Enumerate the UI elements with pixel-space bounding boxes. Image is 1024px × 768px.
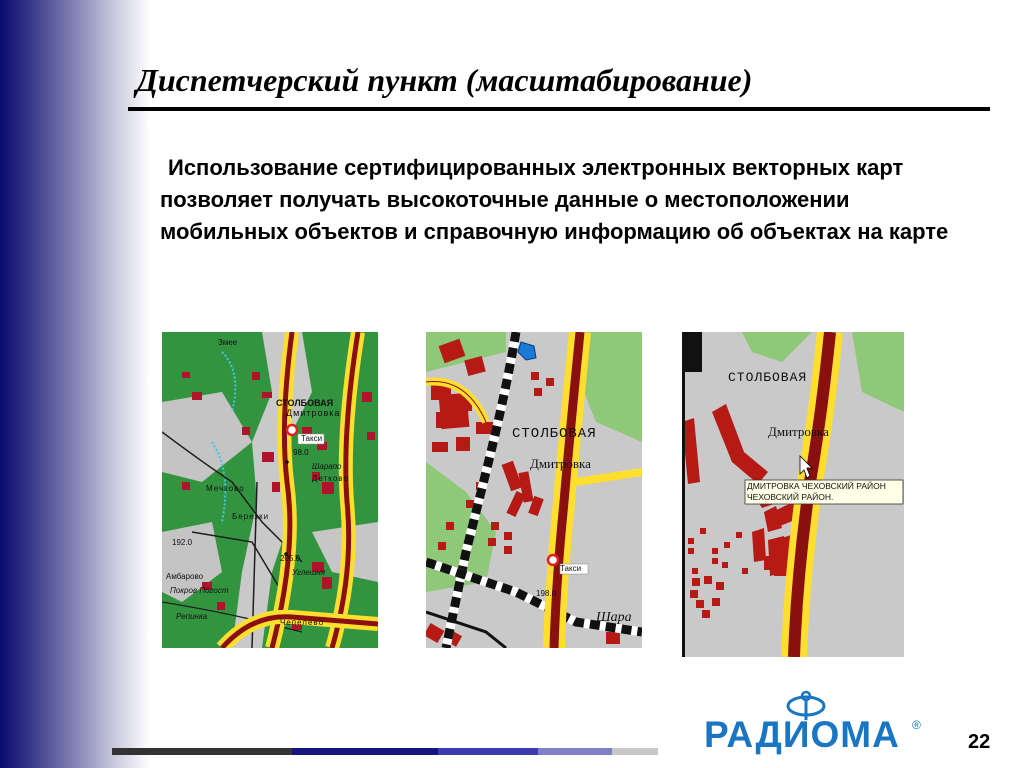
map-overview [162, 332, 378, 648]
map1-label-place2: Детково [312, 474, 349, 483]
map3-label-village: Дмитровка [768, 424, 829, 439]
map1-label-place5: Углешня [292, 568, 326, 577]
slide-body-text: Использование сертифицированных электронных векторных карт позволяет получать высокоточные данные о местоположении мобильных объектов и справочную информацию об объектах на карте [160, 155, 949, 244]
map1-label-taxi: Такси [301, 434, 323, 443]
slide-title: Диспетчерский пункт (масштабирование) [136, 62, 753, 98]
map3-tooltip [747, 481, 903, 503]
map2-label-height: 198.0 [536, 589, 557, 598]
bottom-bar-segment [538, 748, 612, 755]
map1-label-village: Дмитровка [286, 408, 341, 418]
bottom-bar-segment [112, 748, 292, 755]
map1-label-top: Змее [218, 338, 238, 347]
map1-label-place6: Амбарово [166, 572, 204, 581]
logo-text: РАДИОМА [704, 714, 900, 755]
map1-label-place3: Мечково [206, 484, 245, 493]
map2-label-taxi: Такси [560, 564, 582, 573]
map-close-zoom [682, 332, 904, 657]
map2-label-place: Шара [596, 610, 632, 625]
map2-label-settlement: СТОЛБОВАЯ [512, 426, 597, 442]
bottom-bar-segment [292, 748, 438, 755]
title-divider [128, 107, 990, 111]
logo-registered-mark: ® [912, 718, 921, 732]
map1-label-place1: Шарапо [312, 462, 342, 471]
map1-label-height1: 98.0 [293, 448, 309, 457]
side-gradient [0, 0, 150, 768]
map3-tooltip-line1: ДМИТРОВКА ЧЕХОВСКИЙ РАЙОН [747, 481, 886, 491]
map2-label-village: Дмитровка [530, 456, 591, 471]
map1-label-place7: Покров Погост [170, 586, 229, 595]
map3-tooltip-line2: ЧЕХОВСКИЙ РАЙОН. [747, 492, 834, 502]
page-number: 22 [968, 731, 991, 753]
map1-label-height2: 192.0 [172, 538, 193, 547]
map1-label-settlement: СТОЛБОВАЯ [276, 398, 334, 408]
radioma-logo [702, 690, 928, 756]
map1-label-place9: Чепелево [280, 618, 325, 627]
map3-label-settlement: СТОЛБОВАЯ [728, 370, 808, 385]
bottom-bar-segment [438, 748, 538, 755]
map1-label-height3: 205.0 [280, 554, 301, 563]
map1-label-place4: Березки [232, 512, 270, 521]
bottom-bar-segment [612, 748, 658, 755]
map-medium-zoom [426, 332, 642, 648]
map1-label-place8: Репинка [176, 612, 208, 621]
